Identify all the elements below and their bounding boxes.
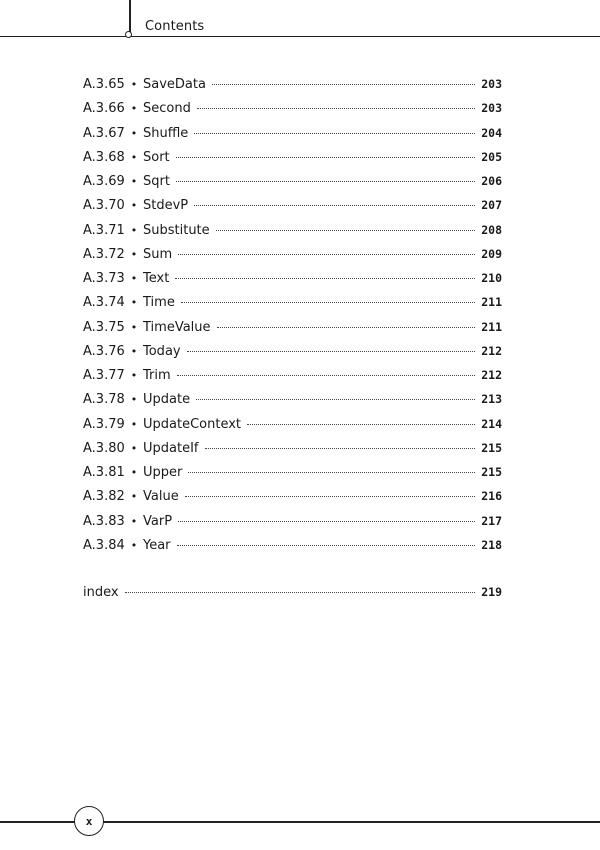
entry-page-number: 217	[481, 513, 502, 528]
entry-page-number: 210	[481, 271, 502, 285]
page-number: x	[85, 814, 93, 828]
entry-page-number: 209	[481, 246, 502, 261]
toc-entry[interactable]	[83, 438, 502, 458]
dot-leader	[181, 301, 475, 303]
entry-title: Upper	[143, 465, 183, 480]
toc-entry[interactable]	[83, 195, 502, 215]
entry-title: Sort	[143, 149, 170, 165]
entry-title: Sum	[143, 246, 173, 262]
entry-page-number: 203	[481, 77, 502, 91]
bullet-icon: •	[130, 126, 138, 140]
entry-number: A.3.68	[83, 149, 125, 165]
entry-title: Update	[143, 392, 191, 408]
entry-title: Trim	[143, 368, 171, 383]
entry-number: A.3.79	[83, 416, 125, 432]
toc-entry[interactable]	[83, 341, 502, 361]
bullet-icon: •	[130, 247, 138, 261]
dot-leader	[188, 471, 475, 473]
bullet-icon: •	[130, 369, 138, 382]
dot-leader	[176, 180, 475, 182]
entry-number: A.3.82	[83, 489, 125, 505]
entry-title: Year	[143, 537, 171, 553]
bullet-icon: •	[130, 344, 138, 358]
header-vertical-rule	[129, 0, 131, 34]
entry-title: Sqrt	[143, 174, 170, 189]
dot-leader	[178, 253, 475, 255]
dot-leader	[125, 591, 475, 593]
bullet-icon: •	[130, 538, 138, 552]
bullet-icon: •	[130, 490, 138, 504]
entry-page-number: 219	[481, 585, 502, 599]
entry-title: SaveData	[143, 77, 206, 92]
dot-leader	[212, 83, 475, 85]
toc-entry[interactable]	[83, 147, 502, 167]
entry-title: TimeValue	[143, 319, 211, 335]
toc-entry[interactable]	[83, 268, 502, 288]
entry-number: A.3.75	[83, 319, 125, 335]
entry-page-number: 204	[481, 125, 502, 140]
entry-page-number: 214	[481, 416, 502, 431]
entry-title: Value	[143, 489, 179, 505]
toc-entry[interactable]	[83, 74, 502, 94]
bullet-icon: •	[130, 296, 138, 310]
toc-entry[interactable]	[83, 98, 502, 118]
toc-entry[interactable]	[83, 292, 502, 312]
toc-entry[interactable]	[83, 389, 502, 409]
entry-page-number: 213	[481, 392, 502, 407]
entry-number: A.3.81	[83, 465, 125, 480]
entry-number: A.3.84	[83, 537, 125, 553]
header-horizontal-rule	[0, 36, 600, 37]
entry-title: Text	[143, 271, 170, 286]
entry-title: Second	[143, 101, 191, 117]
entry-number: A.3.76	[83, 343, 125, 359]
entry-number: A.3.77	[83, 368, 125, 383]
toc-entry[interactable]	[83, 244, 502, 264]
entry-page-number: 203	[481, 101, 502, 116]
toc-entry[interactable]	[83, 365, 502, 385]
bullet-icon: •	[130, 272, 138, 285]
entry-title: UpdateContext	[143, 416, 242, 432]
dot-leader	[196, 398, 475, 400]
entry-page-number: 211	[481, 319, 502, 334]
dot-leader	[247, 423, 475, 425]
entry-number: A.3.78	[83, 392, 125, 408]
bullet-icon: •	[130, 441, 138, 455]
bullet-icon: •	[130, 175, 138, 188]
entry-title: UpdateIf	[143, 440, 199, 456]
entry-number: A.3.71	[83, 222, 125, 238]
bullet-icon: •	[130, 199, 138, 213]
toc-entry[interactable]	[83, 171, 502, 191]
entry-number: A.3.69	[83, 174, 125, 189]
entry-title: Shuffle	[143, 125, 189, 141]
entry-page-number: 218	[481, 537, 502, 552]
entry-page-number: 211	[481, 295, 502, 310]
entry-page-number: 205	[481, 149, 502, 164]
entry-title: Time	[143, 295, 175, 311]
toc-entry-index[interactable]	[83, 582, 502, 602]
toc-entry[interactable]	[83, 220, 502, 240]
entry-page-number: 208	[481, 222, 502, 237]
bullet-icon: •	[130, 417, 138, 431]
entry-number: A.3.73	[83, 271, 125, 286]
entry-title: VarP	[143, 513, 173, 529]
entry-number: A.3.83	[83, 513, 125, 529]
bullet-icon: •	[130, 320, 138, 334]
dot-leader	[216, 229, 475, 231]
entry-page-number: 215	[481, 440, 502, 455]
entry-number: A.3.67	[83, 125, 125, 141]
dot-leader	[177, 374, 475, 376]
toc-entry[interactable]	[83, 511, 502, 531]
entry-number: A.3.80	[83, 440, 125, 456]
entry-number: A.3.66	[83, 101, 125, 117]
bullet-icon: •	[130, 514, 138, 528]
entry-number: A.3.65	[83, 77, 125, 92]
toc-entry[interactable]	[83, 486, 502, 506]
bullet-icon: •	[130, 393, 138, 407]
dot-leader	[194, 132, 475, 134]
toc-entry[interactable]	[83, 123, 502, 143]
dot-leader	[185, 495, 475, 497]
entry-page-number: 216	[481, 489, 502, 504]
entry-page-number: 212	[481, 343, 502, 358]
dot-leader	[205, 447, 476, 449]
dot-leader	[178, 520, 475, 522]
entry-page-number: 212	[481, 368, 502, 382]
toc-entry[interactable]	[83, 462, 502, 482]
bullet-icon: •	[130, 150, 138, 164]
dot-leader	[194, 204, 475, 206]
header-rule-dot	[125, 31, 132, 38]
entry-page-number: 207	[481, 198, 502, 213]
entry-title: StdevP	[143, 198, 189, 214]
dot-leader	[177, 544, 475, 546]
entry-number: A.3.72	[83, 246, 125, 262]
page-header-title: Contents	[145, 19, 205, 34]
bullet-icon: •	[130, 466, 138, 479]
entry-title: Substitute	[143, 222, 210, 238]
entry-page-number: 215	[481, 465, 502, 479]
entry-number: A.3.74	[83, 295, 125, 311]
dot-leader	[176, 156, 475, 158]
dot-leader	[187, 350, 475, 352]
bullet-icon: •	[130, 78, 138, 91]
entry-page-number: 206	[481, 174, 502, 188]
entry-title: index	[83, 585, 119, 600]
dot-leader	[217, 326, 475, 328]
bullet-icon: •	[130, 223, 138, 237]
bullet-icon: •	[130, 102, 138, 116]
toc-entry[interactable]	[83, 317, 502, 337]
dot-leader	[197, 107, 475, 109]
entry-number: A.3.70	[83, 198, 125, 214]
entry-title: Today	[143, 343, 181, 359]
toc-entry[interactable]	[83, 535, 502, 555]
dot-leader	[175, 277, 475, 279]
page-number-badge	[74, 806, 104, 836]
toc-entry[interactable]	[83, 414, 502, 434]
